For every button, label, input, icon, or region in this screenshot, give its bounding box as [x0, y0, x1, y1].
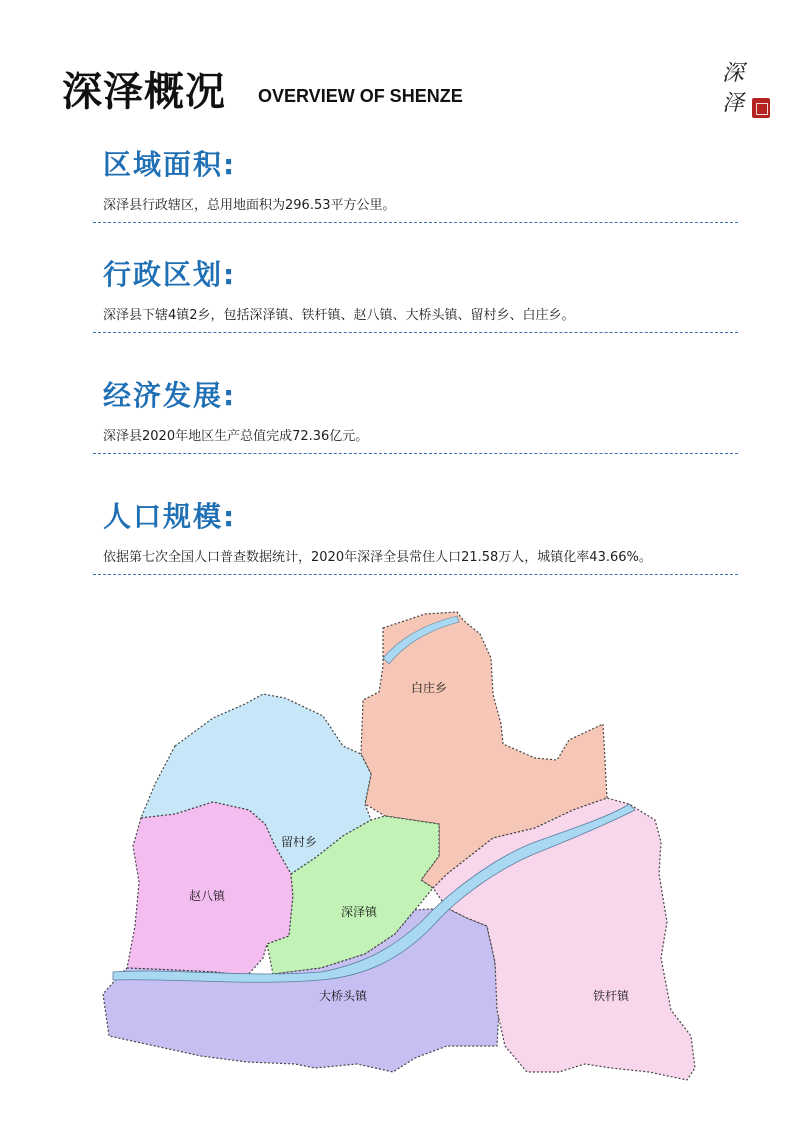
- section-heading-area: 区域面积:: [103, 148, 237, 181]
- label-tiegan: 铁杆镇: [593, 989, 630, 1003]
- logo-char-1: 深: [722, 61, 745, 86]
- page-title: 深泽概况: [62, 69, 226, 115]
- page-subtitle: OVERVIEW OF SHENZE: [258, 86, 463, 106]
- section-text-divisions: 深泽县下辖4镇2乡，包括深泽镇、铁杆镇、赵八镇、大桥头镇、留村乡、白庄乡。: [103, 308, 575, 323]
- dashed-divider: [93, 453, 738, 454]
- label-baizhuang: 白庄乡: [411, 681, 448, 695]
- label-daqiaotou: 大桥头镇: [319, 989, 368, 1003]
- section-heading-divisions: 行政区划:: [103, 258, 237, 291]
- dashed-divider: [93, 332, 738, 333]
- section-text-population: 依据第七次全国人口普查数据统计，2020年深泽全县常住人口21.58万人，城镇化率43.66%。: [103, 550, 652, 565]
- section-population: [93, 499, 738, 575]
- seal-icon: [752, 98, 770, 118]
- section-text-area: 深泽县行政辖区，总用地面积为296.53平方公里。: [103, 198, 396, 213]
- label-zhaoba: 赵八镇: [189, 889, 226, 903]
- logo-char-2: 泽: [722, 91, 745, 116]
- dashed-divider: [93, 222, 738, 223]
- label-liucun: 留村乡: [281, 835, 318, 849]
- section-economy: [93, 378, 738, 454]
- section-text-economy: 深泽县2020年地区生产总值完成72.36亿元。: [103, 429, 369, 444]
- shenze-logo: [716, 56, 772, 122]
- label-shenze: 深泽镇: [341, 905, 378, 919]
- section-heading-population: 人口规模:: [103, 500, 237, 533]
- section-heading-economy: 经济发展:: [103, 379, 237, 412]
- county-map: [95, 606, 715, 1082]
- dashed-divider: [93, 574, 738, 575]
- section-divisions: [93, 257, 738, 333]
- section-area: [93, 147, 738, 223]
